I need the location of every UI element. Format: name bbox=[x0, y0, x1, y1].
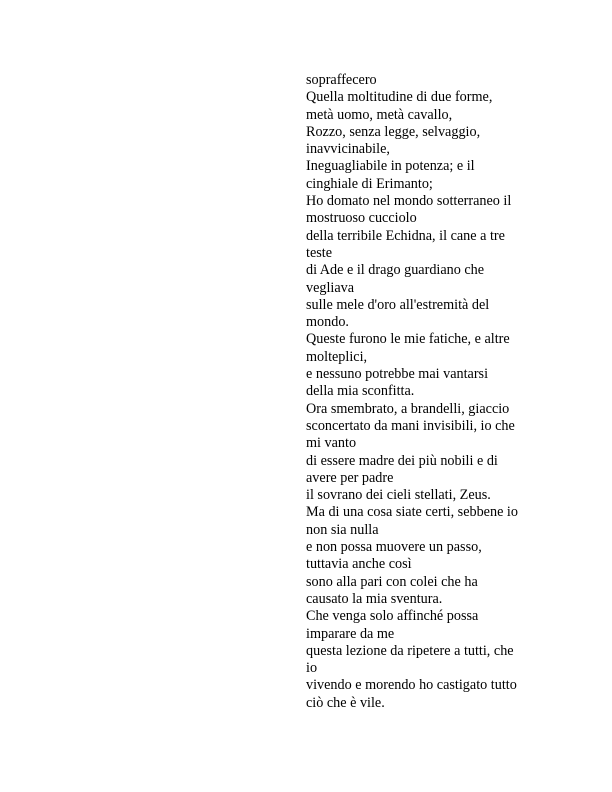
poem-line: inavvicinabile, bbox=[306, 141, 390, 158]
poem-line: sconcertato da mani invisibili, io che bbox=[306, 417, 515, 434]
poem-line: questa lezione da ripetere a tutti, che bbox=[306, 642, 514, 659]
poem-line: vegliava bbox=[306, 279, 355, 296]
poem-line: io bbox=[306, 660, 318, 677]
poem-line: imparare da me bbox=[306, 625, 395, 642]
poem-line: molteplici, bbox=[306, 348, 368, 365]
poem-line: vivendo e morendo ho castigato tutto bbox=[306, 677, 517, 694]
poem-line: il sovrano dei cieli stellati, Zeus. bbox=[306, 487, 491, 504]
poem-line: causato la mia sventura. bbox=[306, 590, 443, 607]
poem-text-block bbox=[306, 72, 540, 712]
poem-line: e nessuno potrebbe mai vantarsi bbox=[306, 366, 489, 383]
poem-line: e non possa muovere un passo, bbox=[306, 539, 482, 556]
poem-line: sono alla pari con colei che ha bbox=[306, 573, 478, 590]
poem-line: mi vanto bbox=[306, 435, 357, 452]
poem-line: di Ade e il drago guardiano che bbox=[306, 262, 485, 279]
poem-line: Che venga solo affinché possa bbox=[306, 608, 479, 625]
poem-line: Quella moltitudine di due forme, bbox=[306, 89, 493, 106]
poem-line: Rozzo, senza legge, selvaggio, bbox=[306, 123, 481, 140]
poem-line: avere per padre bbox=[306, 469, 394, 486]
poem-line: teste bbox=[306, 244, 332, 261]
poem-line: della terribile Echidna, il cane a tre bbox=[306, 227, 505, 244]
poem-line: sopraffecero bbox=[306, 72, 377, 88]
poem-line: Ho domato nel mondo sotterraneo il bbox=[306, 193, 512, 210]
poem-line: mondo. bbox=[306, 314, 349, 331]
poem-line: Ineguagliabile in potenza; e il bbox=[306, 158, 475, 175]
poem-line: Queste furono le mie fatiche, e altre bbox=[306, 331, 510, 348]
poem-line: della mia sconfitta. bbox=[306, 383, 415, 400]
poem-line: non sia nulla bbox=[306, 521, 379, 538]
poem-line: di essere madre dei più nobili e di bbox=[306, 452, 498, 469]
poem-line: ciò che è vile. bbox=[306, 694, 385, 711]
poem-line: Ora smembrato, a brandelli, giaccio bbox=[306, 400, 510, 417]
poem-line: cinghiale di Erimanto; bbox=[306, 175, 433, 192]
poem-line: mostruoso cucciolo bbox=[306, 210, 417, 227]
poem-line: sulle mele d'oro all'estremità del bbox=[306, 296, 490, 313]
poem-line: tuttavia anche così bbox=[306, 556, 412, 573]
poem-line: metà uomo, metà cavallo, bbox=[306, 106, 453, 123]
poem-line: Ma di una cosa siate certi, sebbene io bbox=[306, 504, 518, 521]
